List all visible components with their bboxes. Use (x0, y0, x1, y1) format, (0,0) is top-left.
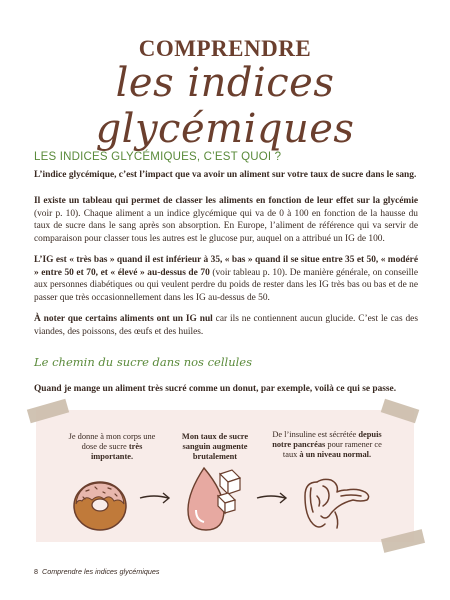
paragraph-null-ig-text: car ils ne contiennent aucun glucide. C’est le cas des viandes, des poissons, des œufs et des huiles. (34, 314, 418, 337)
page-number: 8 (34, 567, 38, 576)
caption-insulin-text-b: pour ramener ce taux (282, 440, 382, 459)
caption-insulin-text-a: De l’insuline est sécrétée (272, 430, 359, 439)
paragraph-levels-text: (voir tableau p. 10). De manière générale, on conseille aux personnes diabétiques ou qui veulent perdre du poids de rester dans les IG très bas ou bas et de ne passer que très occasionnellement dans les IG au-dessus de 50. (34, 267, 418, 303)
arrow-right-icon (255, 490, 289, 506)
blood-drop-sugar-icon (178, 462, 250, 538)
paragraph-table-text: (voir p. 10). Chaque aliment a un indice glycémique qui va de 0 à 100 en fonction de la hausse du taux de sucre dans le sang après son absorption. En Europe, l’aliment de référence qui va servir de comparaison pour classer tous les autres est le glucose pur, auquel on a attribué un IG de 100. (34, 208, 418, 244)
section-heading-ig: LES INDICES GLYCÉMIQUES, C’EST QUOI ? (34, 151, 282, 163)
caption-sugar-intake (62, 432, 162, 462)
donut-icon (70, 476, 130, 534)
page-title-line2: les indices glycémiques (95, 60, 355, 152)
paragraph-null-ig (34, 313, 418, 338)
caption-sugar-intake-text: Je donne à mon corps une dose de sucre (68, 432, 156, 451)
page-footer (34, 567, 159, 576)
pancreas-icon (295, 466, 375, 536)
caption-insulin (272, 430, 382, 460)
paragraph-definition (34, 169, 418, 182)
running-title: Comprendre les indices glycémiques (42, 567, 160, 576)
paragraph-definition-bold: L’indice glycémique, c’est l’impact que va avoir un aliment sur votre taux de sucre dans le sang. (34, 170, 417, 180)
arrow-right-icon (138, 490, 172, 506)
page-title-line1: COMPRENDRE (138, 36, 312, 61)
paragraph-table (34, 195, 418, 245)
caption-blood-sugar: Mon taux de sucre sanguin augmente brutalement (181, 432, 249, 461)
paragraph-levels (34, 254, 418, 304)
caption-insulin-bold-b: à un niveau normal. (299, 450, 372, 459)
lead-sentence: Quand je mange un aliment très sucré comme un donut, par exemple, voilà ce qui se passe. (34, 384, 397, 394)
paragraph-null-ig-bold: À noter que certains aliments ont un IG nul (34, 314, 213, 324)
caption-insulin-bold-a: depuis notre pancréas (272, 430, 382, 449)
paragraph-levels-bold: L’IG est « très bas » quand il est inférieur à 35, « bas » quand il se situe entre 35 et 50, « modéré » entre 50 et 70, et « élevé » au-dessus de 70 (34, 255, 418, 278)
caption-sugar-intake-bold: très importante. (90, 442, 143, 461)
paragraph-table-bold: Il existe un tableau qui permet de classer les aliments en fonction de leur effet sur la glycémie (34, 196, 418, 206)
section-heading-sugar-path: Le chemin du sucre dans nos cellules (34, 355, 252, 369)
